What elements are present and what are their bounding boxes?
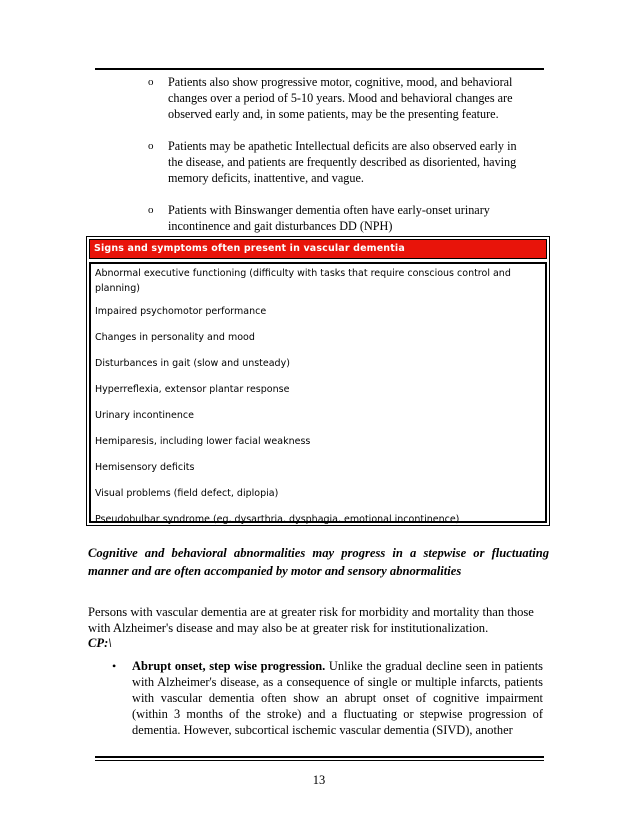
sub-bullet-text: Patients also show progressive motor, cognitive, mood, and behavioral changes over a period of 5-10 years. Mood and behavioral changes are observed early and, in some patients, may be the presenting feature. xyxy=(168,75,513,121)
sub-bullet-item xyxy=(148,138,533,186)
symptom-row: Changes in personality and mood xyxy=(95,332,255,343)
footer-rule xyxy=(95,756,544,758)
body-paragraph: Persons with vascular dementia are at greater risk for morbidity and mortality than those with Alzheimer's disease and may also be at greater risk for institutionalization. xyxy=(88,605,534,635)
symptom-row: Pseudobulbar syndrome (eg, dysarthria, dysphagia, emotional incontinence) xyxy=(95,514,460,525)
symptom-row: Hemisensory deficits xyxy=(95,462,195,473)
symptom-row: Hemiparesis, including lower facial weakness xyxy=(95,436,311,447)
symptoms-table-body xyxy=(89,262,547,523)
sub-bullet-item xyxy=(148,74,533,122)
circle-bullet-icon: o xyxy=(148,76,154,88)
bullet-lead-text: Abrupt onset, step wise progression. xyxy=(132,659,326,673)
italic-paragraph: Cognitive and behavioral abnormalities may progress in a stepwise or fluctuating manner and are often accompanied by motor and sensory abnormalities xyxy=(88,546,549,578)
sub-bullet-item xyxy=(148,202,533,234)
symptom-row: Abnormal executive functioning (difficulty with tasks that require conscious control and planning) xyxy=(95,268,511,294)
symptoms-table-header: Signs and symptoms often present in vascular dementia xyxy=(89,239,547,259)
bullet-icon: • xyxy=(112,659,117,673)
page-number: 13 xyxy=(312,773,326,787)
main-bullet-item xyxy=(132,658,543,738)
circle-bullet-icon: o xyxy=(148,140,154,152)
sub-bullet-text: Patients with Binswanger dementia often have early-onset urinary incontinence and gait disturbances DD (NPH) xyxy=(168,203,490,233)
symptom-row: Urinary incontinence xyxy=(95,410,194,421)
header-rule xyxy=(95,68,544,70)
symptoms-table xyxy=(86,236,550,526)
footer-rule-thin xyxy=(95,760,544,761)
cp-label: CP:\ xyxy=(88,636,112,650)
bullet-body-text: Unlike the gradual decline seen in patients with Alzheimer's disease, as a consequence of single or multiple infarcts, patients with vascular dementia often show an abrupt onset of cognitive impairment (within 3 months of the stroke) and a fluctuating or stepwise progression of dementia. However, subcortical ischemic vascular dementia (SIVD), another xyxy=(132,659,543,737)
symptom-row: Visual problems (field defect, diplopia) xyxy=(95,488,279,499)
symptom-row: Disturbances in gait (slow and unsteady) xyxy=(95,358,290,369)
symptom-row: Impaired psychomotor performance xyxy=(95,306,267,317)
circle-bullet-icon: o xyxy=(148,204,154,216)
sub-bullet-text: Patients may be apathetic Intellectual deficits are also observed early in the disease, and patients are frequently described as disoriented, having memory deficits, inattentive, and vague. xyxy=(168,139,517,185)
sub-bullet-list xyxy=(148,74,533,250)
symptom-row: Hyperreflexia, extensor plantar response xyxy=(95,384,290,395)
